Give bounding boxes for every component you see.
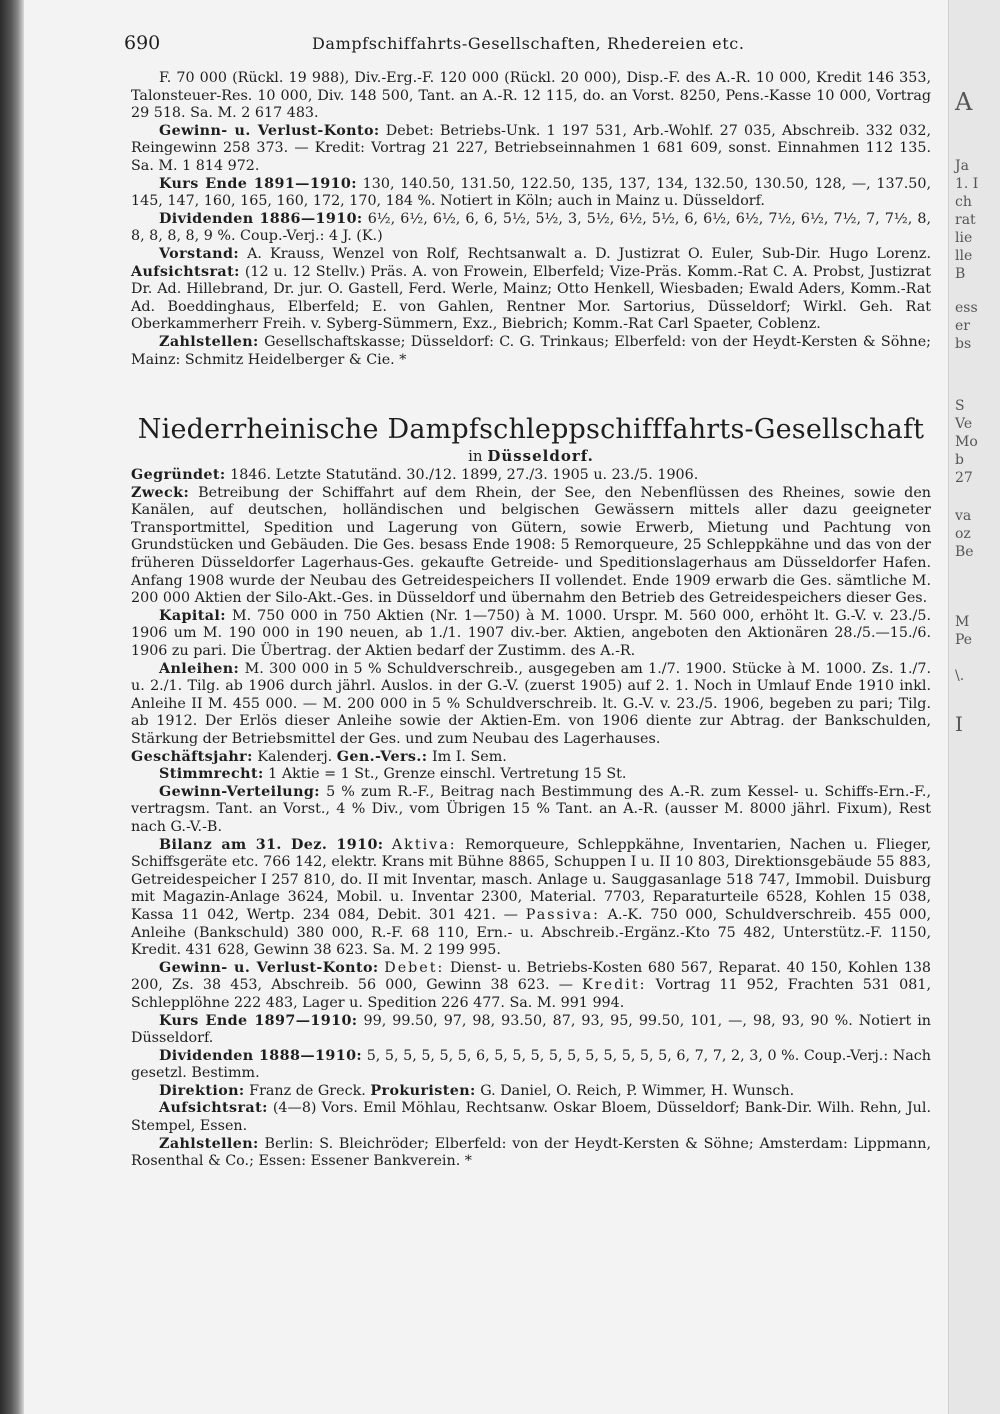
previous-entry-continuation <box>131 70 931 369</box>
section-label: Kapital: <box>159 607 226 624</box>
adjacent-fragment: A <box>955 88 973 116</box>
adjacent-fragment: \. <box>955 668 965 684</box>
capital-paragraph: Kapital: M. 750 000 in 750 Aktien (Nr. 1—750) à M. 1000. Urspr. M. 560 000, erhöht lt. G.-V. v. 23./5. 1906 um M. 190 000 in 190 neuen, ab 1./1. 1907 div.-ber. Aktien, angeboten den Aktionären 28./5.—15./6. 1906 zu pari. Die Übertrag. der Aktien bedarf der Zustimm. des A.-R. <box>131 607 932 660</box>
voting-rights-paragraph: Stimmrecht: 1 Aktie = 1 St., Grenze einschl. Vertretung 15 St. <box>159 766 627 783</box>
adjacent-fragment: M <box>955 614 970 630</box>
adjacent-fragment: Ja <box>955 158 969 174</box>
section-label: Geschäftsjahr: <box>131 748 253 765</box>
section-label: Gewinn- u. Verlust-Konto: <box>159 122 380 139</box>
adjacent-fragment: S <box>955 398 965 414</box>
running-head: Dampfschiffahrts-Gesellschaften, Rhedereien etc. <box>312 34 745 53</box>
adjacent-fragment: Mo <box>955 434 978 450</box>
adjacent-fragment: b <box>955 452 964 468</box>
adjacent-fragment: 27 <box>955 470 973 486</box>
supervisory-board-paragraph: Aufsichtsrat: (4—8) Vors. Emil Möhlau, Rechtsanw. Oskar Bloem, Düsseldorf; Bank-Dir. Wilh. Rehn, Jul. Stempel, Essen. <box>131 1100 931 1135</box>
company-title-block <box>131 413 931 465</box>
page-number: 690 <box>124 32 161 54</box>
adjacent-fragment: ess <box>955 300 978 316</box>
section-label: Stimmrecht: <box>159 766 264 783</box>
section-label: Direktion: <box>159 1082 245 1099</box>
bonds-paragraph: Anleihen: M. 300 000 in 5 % Schuldverschreib., ausgegeben am 1./7. 1900. Stücke à M. 1000. Zs. 1./7. u. 2./1. Tilg. ab 1906 durch jährl. Auslos. in der G.-V. (zuerst 1905) auf 2. 1. Noch in Umlauf Ende 1910 inkl. Anleihe II M. 455 000. — M. 200 000 in 5 % Schuldverschreib. lt. G.-V. v. 23./5. 1906, begeben zu pari; Tilg. ab 1912. Der Erlös dieser Anleihe sowie der Aktien-Em. von 1906 diente zur Abtrag. der Bankschulden, Stärkung der Betriebsmittel der Ges. und zum Neubau des Lagerhauses. <box>131 660 932 747</box>
adjacent-fragment: 1. I <box>955 176 979 192</box>
adjacent-fragment: B <box>955 266 966 282</box>
adjacent-fragment: Pe <box>955 632 973 648</box>
section-label: Gegründet: <box>131 467 226 484</box>
board-paragraph: Vorstand: A. Krauss, Wenzel von Rolf, Rechtsanwalt a. D. Justizrat O. Euler, Sub-Dir. Hugo Lorenz. Aufsichtsrat: (12 u. 12 Stellv.) Präs. A. von Frowein, Elberfeld; Vize-Präs. Komm.-Rat C. A. Probst, Justizrat Dr. Ad. Hillebrand, Dr. jur. O. Gastell, Ferd. Werle, Mainz; Otto Henkell, Wiesbaden; Ewald Aders, Komm.-Rat Ad. Boeddinghaus, Elberfeld; E. von Gahlen, Rentner Mor. Sartorius, Düsseldorf; Wirkl. Geh. Rat Oberkammerherr Freih. v. Syberg-Sümmern, Exz., Biebrich; Komm.-Rat Carl Spaeter, Coblenz. <box>131 245 932 333</box>
paying-agents-paragraph: Zahlstellen: Berlin: S. Bleichröder; Elberfeld: von der Heydt-Kersten & Söhne; Amsterdam: Lippmann, Rosenthal & Co.; Essen: Essener Bankverein. * <box>131 1135 931 1170</box>
paying-agents-paragraph: Zahlstellen: Gesellschaftskasse; Düsseldorf: C. G. Trinkaus; Elberfeld: von der Heydt-Kersten & Söhne; Mainz: Schmitz Heidelberger & Cie. * <box>131 333 931 368</box>
adjacent-fragment: I <box>955 712 963 736</box>
profit-loss-paragraph: Gewinn- u. Verlust-Konto: Debet: Betriebs-Unk. 1 197 531, Arb.-Wohlf. 27 035, Abschreib. 332 032, Reingewinn 258 373. — Kredit: Vortrag 21 227, Betriebseinnahmen 1 681 609, sonst. Einnahmen 112 135. Sa. M. 1 814 972. <box>131 122 932 174</box>
adjacent-fragment: oz <box>955 526 971 542</box>
company-entry <box>131 413 931 1171</box>
section-label: Vorstand: <box>159 245 240 262</box>
purpose-paragraph: Zweck: Betreibung der Schiffahrt auf dem Rhein, der See, den Nebenflüssen des Rheines, sowie den Kanälen, auf deutschen, holländischen und belgischen Gewässern mittels aller dazu geeigneter Transportmittel, Spedition und Lagerung von Gütern, sowie Erwerb, Mietung und Pachtung von Grundstücken und Gebäuden. Die Ges. besass Ende 1908: 5 Remorqueure, 25 Schleppkähne und das von der früheren Düsseldorfer Lagerhaus-Ges. gekaufte Getreide- und Speditionslagerhaus am Düsseldorfer Hafen. Anfang 1908 wurde der Neubau des Getreidespeichers II vollendet. Ende 1909 erwarb die Ges. sämtliche M. 200 000 Aktien der Silo-Akt.-Ges. in Düsseldorf und übernahm den Betrieb des Getreidespeichers dieser Ges. <box>131 484 931 607</box>
fiscal-year-paragraph: Geschäftsjahr: Kalenderj. Gen.-Vers.: Im I. Sem. <box>131 748 507 765</box>
section-label: Anleihen: <box>159 660 240 677</box>
adjacent-fragment: er <box>955 318 970 334</box>
section-label: Kurs Ende 1897—1910: <box>159 1012 358 1029</box>
balance-continuation: F. 70 000 (Rückl. 19 988), Div.-Erg.-F. 120 000 (Rückl. 20 000), Disp.-F. des A.-R. 10 000, Kredit 146 353, Talonsteuer-Res. 10 000, Div. 148 500, Tant. an A.-R. 12 115, do. an Vorst. 8250, Pens.-Kasse 10 000, Vortrag 29 518. Sa. M. 2 617 483. <box>131 70 931 122</box>
section-label: Zweck: <box>131 484 190 501</box>
founded-paragraph: Gegründet: 1846. Letzte Statutänd. 30./12. 1899, 27./3. 1905 u. 23./5. 1906. <box>131 467 699 484</box>
section-label: Gewinn-Verteilung: <box>159 783 320 800</box>
adjacent-fragment: rat <box>955 212 976 228</box>
profit-distribution-paragraph: Gewinn-Verteilung: 5 % zum R.-F., Beitrag nach Bestimmung des A.-R. zum Kessel- u. Schiffs-Ern.-F., vertragsm. Tant. an Vorst., 4 % Div., vom Übrigen 15 % Tant. an A.-R. (ausser M. 8000 jährl. Fixum), Rest nach G.-V.-B. <box>131 783 932 835</box>
section-label: Zahlstellen: <box>159 1135 259 1152</box>
share-price-paragraph: Kurs Ende 1891—1910: 130, 140.50, 131.50, 122.50, 135, 137, 134, 132.50, 130.50, 128, —, 137.50, 145, 147, 160, 165, 160, 172, 170, 184 %. Notiert in Köln; auch in Mainz u. Düsseldorf. <box>131 175 931 210</box>
section-label: Dividenden 1888—1910: <box>159 1047 363 1064</box>
dividends-paragraph: Dividenden 1888—1910: 5, 5, 5, 5, 5, 5, 6, 5, 5, 5, 5, 5, 5, 5, 5, 5, 5, 6, 7, 7, 2, 3, 0 %. Coup.-Verj.: Nach gesetzl. Bestimm. <box>131 1047 931 1082</box>
section-label: Dividenden 1886—1910: <box>159 210 363 227</box>
company-location: in Düsseldorf. <box>468 447 594 466</box>
section-label: Zahlstellen: <box>159 333 259 350</box>
dividends-paragraph: Dividenden 1886—1910: 6½, 6½, 6½, 6, 6, 5½, 5½, 3, 5½, 6½, 5½, 6, 6½, 6½, 7½, 6½, 7½, 7, 7½, 8, 8, 8, 8, 8, 9 %. Coup.-Verj.: 4 J. (K.) <box>131 210 931 245</box>
company-city: Düsseldorf. <box>487 447 594 466</box>
adjacent-fragment: lle <box>955 248 973 264</box>
adjacent-fragment: Ve <box>955 416 973 432</box>
management-paragraph: Direktion: Franz de Greck. Prokuristen: G. Daniel, O. Reich, P. Wimmer, H. Wunsch. <box>159 1082 795 1099</box>
section-label: Gewinn- u. Verlust-Konto: <box>159 959 379 976</box>
section-label: Aufsichtsrat: <box>159 1100 268 1117</box>
adjacent-fragment: ch <box>955 194 972 210</box>
book-spine-shadow <box>0 0 24 1414</box>
adjacent-fragment: bs <box>955 336 972 352</box>
profit-loss-paragraph: Gewinn- u. Verlust-Konto: Debet: Dienst- u. Betriebs-Kosten 680 567, Reparat. 40 150, Kohlen 138 200, Zs. 38 453, Abschreib. 56 000, Gewinn 38 623. — Kredit: Vortrag 11 952, Frachten 531 081, Schlepplöhne 222 483, Lager u. Spedition 226 477. Sa. M. 991 994. <box>131 959 932 1011</box>
section-label: Bilanz am 31. Dez. 1910: <box>159 836 384 853</box>
adjacent-fragment: Be <box>955 544 974 560</box>
adjacent-page-strip <box>948 0 1000 1414</box>
balance-sheet-paragraph: Bilanz am 31. Dez. 1910: Aktiva: Remorqueure, Schleppkähne, Inventarien, Nachen u. Flieger, Schiffsgeräte etc. 766 142, elektr. Krans mit Bühne 8865, Schuppen I u. II 10 803, Direktionsgebäude 55 883, Getreidespeicher I 257 810, do. II mit Inventar, masch. Anlage u. Sauggasanlage 518 747, Immobil. Duisburg mit Magazin-Anlage 3624, Mobil. u. Inventar 2300, Material. 7703, Reparaturteile 6528, Kohlen 15 038, Kassa 11 042, Wertp. 234 084, Debit. 301 421. — Passiva: A.-K. 750 000, Schuldverschreib. 455 000, Anleihe (Bankschuld) 380 000, R.-F. 68 110, Ern.- u. Abschreib.-Ergänz.-Kto 75 482, Unterstütz.-F. 1150, Kredit. 431 628, Gewinn 38 623. Sa. M. 2 199 995. <box>131 836 932 959</box>
section-label: Aufsichtsrat: <box>131 263 240 280</box>
adjacent-fragment: va <box>955 508 972 524</box>
page-header <box>124 32 924 56</box>
section-label: Gen.-Vers.: <box>336 748 428 765</box>
page-content <box>131 70 931 1171</box>
adjacent-fragment: lie <box>955 230 973 246</box>
company-name: Niederrheinische Dampfschleppschifffahrts-Gesellschaft <box>137 414 925 446</box>
section-label: Prokuristen: <box>370 1082 476 1099</box>
share-price-paragraph: Kurs Ende 1897—1910: 99, 99.50, 97, 98, 93.50, 87, 93, 95, 99.50, 101, —, 98, 93, 90 %. Notiert in Düsseldorf. <box>131 1012 932 1047</box>
section-label: Kurs Ende 1891—1910: <box>159 175 357 192</box>
